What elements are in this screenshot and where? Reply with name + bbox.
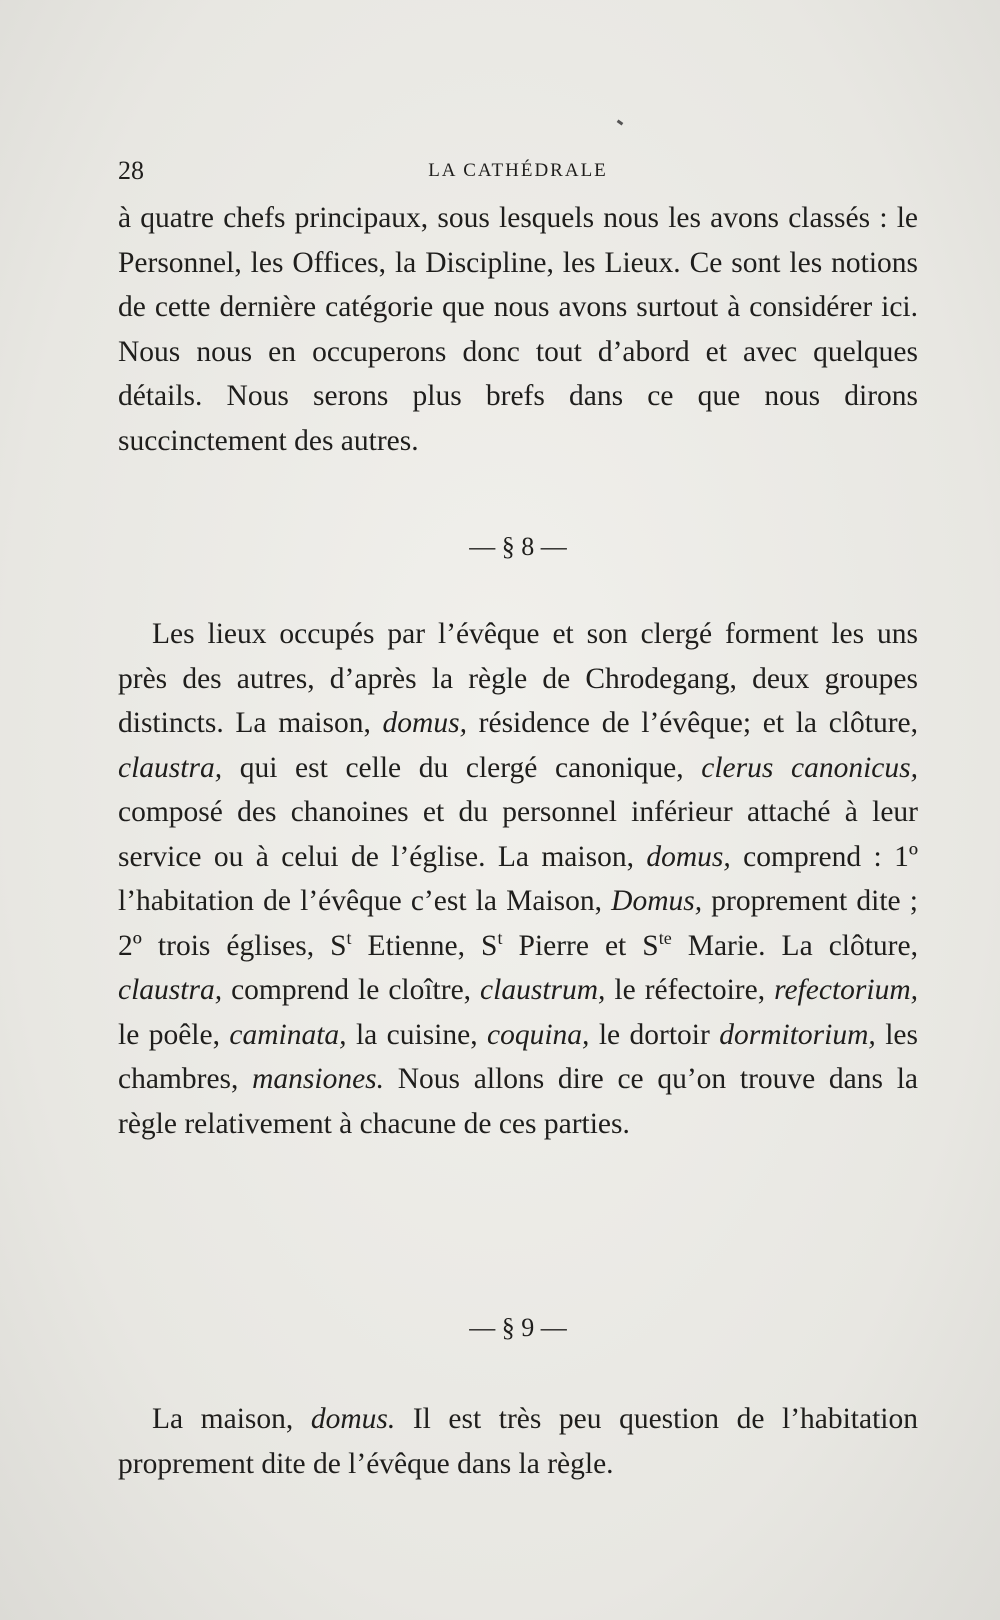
running-title: LA CATHÉDRALE	[428, 160, 608, 181]
paragraph-2-text: Les lieux occupés par l’évêque et son clergé forment les uns près des autres, d’après la règle de Chrodegang, deux groupes distincts. La maison, domus, résidence de l’évêque; et la clôture, claustra, qui est celle du clergé canonique, clerus canonicus, composé des chanoines et du personnel inférieur attaché à leur service ou à celui de l’église. La maison, domus, comprend : 1º l’habitation de l’évêque c’est la Maison, Domus, proprement dite ; 2º trois églises, $S^t$ Etienne, $S^t$ Pierre et $S^{te}$ Marie. La clôture, claustra, comprend le cloître, claustrum, le réfectoire, refectorium, le poêle, caminata, la cuisine, coquina, le dortoir dormitorium, les chambres, mansiones. Nous allons dire ce qu’on trouve dans la règle relativement à chacune de ces parties.	[118, 618, 918, 1140]
paragraph-3-text: La maison, domus. Il est très peu question de l’habitation proprement dite de l’évêque dans la règle.	[118, 1403, 918, 1480]
page-number: 28	[118, 156, 144, 185]
section-heading-8: — § 8 —	[469, 532, 567, 561]
paragraph-3	[118, 1397, 918, 1486]
ink-mark	[617, 120, 624, 126]
paragraph-2	[118, 612, 918, 1146]
page-header	[118, 150, 918, 190]
paragraph-1-text: à quatre chefs principaux, sous lesquels nous les avons classés : le Personnel, les Offices, la Discipline, les Lieux. Ce sont les notions de cette dernière catégorie que nous avons surtout à considérer ici. Nous nous en occuperons donc tout d’abord et avec quelques détails. Nous serons plus brefs dans ce que nous dirons succinctement des autres.	[118, 202, 918, 457]
section-heading-9: — § 9 —	[469, 1313, 567, 1342]
paragraph-1	[118, 196, 918, 463]
